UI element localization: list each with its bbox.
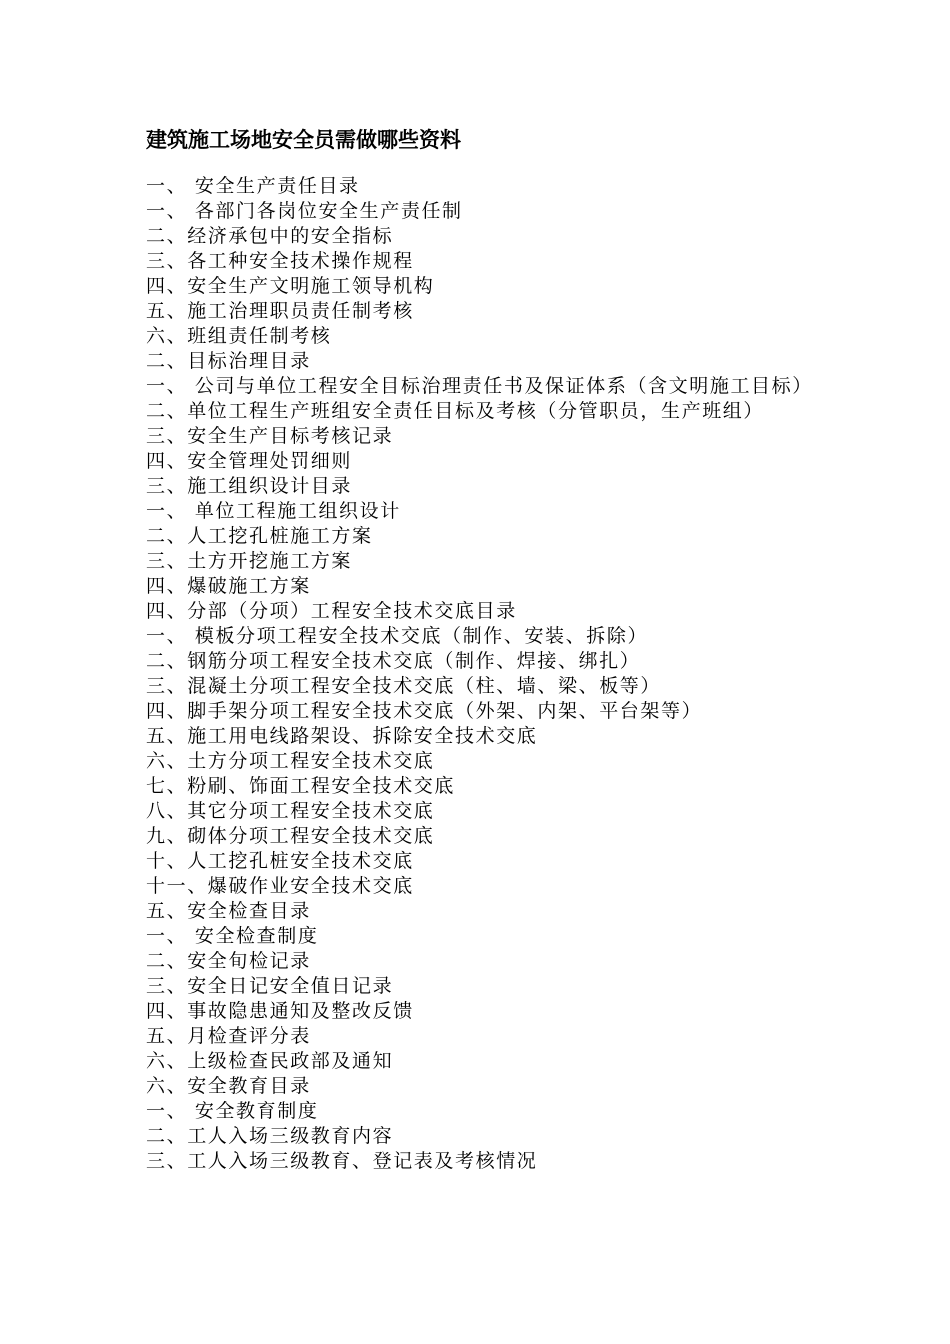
text-line: 三、土方开挖施工方案 xyxy=(146,550,353,572)
text-line: 二、钢筋分项工程安全技术交底（制作、焊接、绑扎） xyxy=(146,650,641,672)
text-line: 一、 安全生产责任目录 xyxy=(146,175,360,197)
text-line: 六、上级检查民政部及通知 xyxy=(146,1050,394,1072)
text-line: 四、脚手架分项工程安全技术交底（外架、内架、平台架等） xyxy=(146,700,703,722)
text-line: 五、施工治理职员责任制考核 xyxy=(146,300,414,322)
text-line: 二、经济承包中的安全指标 xyxy=(146,225,394,247)
text-line: 四、分部（分项）工程安全技术交底目录 xyxy=(146,600,517,622)
text-line: 一、 安全检查制度 xyxy=(146,925,319,947)
text-line: 三、各工种安全技术操作规程 xyxy=(146,250,414,272)
text-line: 二、工人入场三级教育内容 xyxy=(146,1125,394,1147)
text-line: 三、工人入场三级教育、登记表及考核情况 xyxy=(146,1150,538,1172)
text-line: 二、单位工程生产班组安全责任目标及考核（分管职员，生产班组） xyxy=(146,400,765,422)
text-line: 十一、爆破作业安全技术交底 xyxy=(146,875,414,897)
text-line: 四、安全生产文明施工领导机构 xyxy=(146,275,435,297)
text-line: 二、人工挖孔桩施工方案 xyxy=(146,525,373,547)
text-line: 一、 安全教育制度 xyxy=(146,1100,319,1122)
document-title: 建筑施工场地安全员需做哪些资料 xyxy=(146,127,461,152)
text-line: 一、 单位工程施工组织设计 xyxy=(146,500,401,522)
text-line: 六、土方分项工程安全技术交底 xyxy=(146,750,435,772)
text-line: 四、安全管理处罚细则 xyxy=(146,450,353,472)
text-line: 五、施工用电线路架设、拆除安全技术交底 xyxy=(146,725,538,747)
text-line: 三、混凝土分项工程安全技术交底（柱、墙、梁、板等） xyxy=(146,675,662,697)
text-line: 一、 各部门各岗位安全生产责任制 xyxy=(146,200,463,222)
text-line: 八、其它分项工程安全技术交底 xyxy=(146,800,435,822)
text-line: 五、月检查评分表 xyxy=(146,1025,311,1047)
text-line: 四、事故隐患通知及整改反馈 xyxy=(146,1000,414,1022)
text-line: 九、砌体分项工程安全技术交底 xyxy=(146,825,435,847)
text-line: 七、粉刷、饰面工程安全技术交底 xyxy=(146,775,456,797)
text-line: 三、安全日记安全值日记录 xyxy=(146,975,394,997)
document-body xyxy=(146,174,816,1174)
text-line: 十、人工挖孔桩安全技术交底 xyxy=(146,850,414,872)
text-line: 四、爆破施工方案 xyxy=(146,575,311,597)
text-line: 二、目标治理目录 xyxy=(146,350,311,372)
text-line: 三、施工组织设计目录 xyxy=(146,475,353,497)
text-line: 二、安全旬检记录 xyxy=(146,950,311,972)
text-line: 六、安全教育目录 xyxy=(146,1075,311,1097)
text-line: 一、 模板分项工程安全技术交底（制作、安装、拆除） xyxy=(146,625,649,647)
text-line: 三、安全生产目标考核记录 xyxy=(146,425,394,447)
text-line: 五、安全检查目录 xyxy=(146,900,311,922)
text-line: 一、 公司与单位工程安全目标治理责任书及保证体系（含文明施工目标） xyxy=(146,375,813,397)
text-line: 六、班组责任制考核 xyxy=(146,325,332,347)
